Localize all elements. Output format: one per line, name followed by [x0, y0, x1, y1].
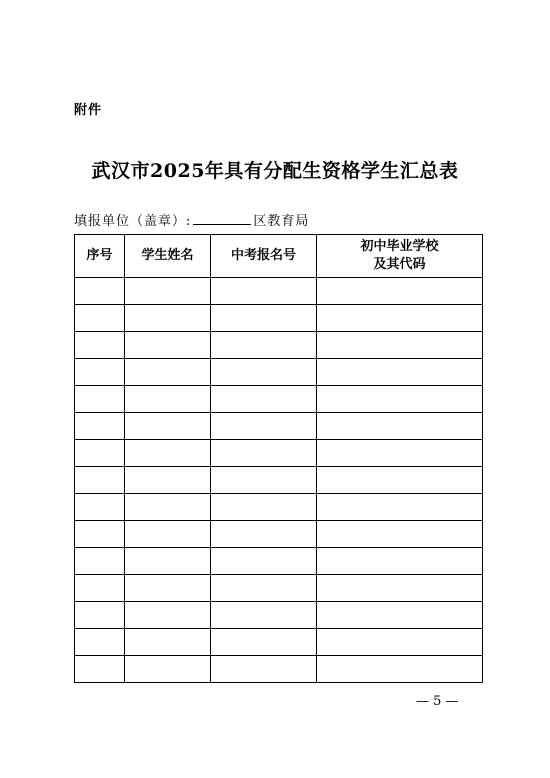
- table-row: [75, 305, 483, 332]
- table-cell[interactable]: [75, 467, 125, 494]
- table-cell[interactable]: [75, 440, 125, 467]
- table-cell[interactable]: [211, 386, 317, 413]
- table-cell[interactable]: [75, 656, 125, 683]
- table-row: [75, 359, 483, 386]
- table-body: [75, 278, 483, 683]
- table-cell[interactable]: [317, 440, 483, 467]
- table-cell[interactable]: [75, 278, 125, 305]
- table-row: [75, 413, 483, 440]
- table-cell[interactable]: [211, 602, 317, 629]
- table-cell[interactable]: [317, 602, 483, 629]
- fill-unit-blank: [193, 211, 251, 225]
- table-cell[interactable]: [125, 440, 211, 467]
- table-cell[interactable]: [75, 332, 125, 359]
- table-cell[interactable]: [211, 548, 317, 575]
- table-cell[interactable]: [211, 332, 317, 359]
- header-school-line1: 初中毕业学校: [360, 239, 439, 254]
- table-row: [75, 332, 483, 359]
- table-cell[interactable]: [125, 467, 211, 494]
- table-row: [75, 521, 483, 548]
- table-cell[interactable]: [125, 305, 211, 332]
- table-cell[interactable]: [75, 413, 125, 440]
- table-cell[interactable]: [211, 278, 317, 305]
- table-cell[interactable]: [317, 629, 483, 656]
- table-cell[interactable]: [211, 656, 317, 683]
- document-title: 武汉市2025年具有分配生资格学生汇总表: [91, 160, 459, 182]
- table-row: [75, 656, 483, 683]
- table-cell[interactable]: [125, 575, 211, 602]
- table-cell[interactable]: [75, 305, 125, 332]
- table-cell[interactable]: [75, 386, 125, 413]
- header-school-line2: 及其代码: [373, 257, 426, 272]
- summary-table: [74, 234, 483, 683]
- table-cell[interactable]: [125, 602, 211, 629]
- table-cell[interactable]: [75, 629, 125, 656]
- table-cell[interactable]: [125, 278, 211, 305]
- table-cell[interactable]: [317, 413, 483, 440]
- table-cell[interactable]: [317, 521, 483, 548]
- table-cell[interactable]: [125, 629, 211, 656]
- table-cell[interactable]: [211, 440, 317, 467]
- table-cell[interactable]: [125, 494, 211, 521]
- table-cell[interactable]: [317, 359, 483, 386]
- table-cell[interactable]: [211, 467, 317, 494]
- header-student-name: 学生姓名: [125, 235, 211, 278]
- table-cell[interactable]: [125, 548, 211, 575]
- table-cell[interactable]: [211, 575, 317, 602]
- fill-unit-suffix: 区教育局: [253, 214, 310, 229]
- table-row: [75, 494, 483, 521]
- table-row: [75, 629, 483, 656]
- attachment-label: 附件: [74, 103, 103, 118]
- table-row: [75, 278, 483, 305]
- table-cell[interactable]: [211, 494, 317, 521]
- table-cell[interactable]: [125, 359, 211, 386]
- header-school: [317, 235, 483, 278]
- fill-unit-prefix: 填报单位（盖章）:: [74, 214, 192, 229]
- table-header-row: [75, 235, 483, 278]
- table-cell[interactable]: [317, 305, 483, 332]
- table-row: [75, 602, 483, 629]
- table-row: [75, 440, 483, 467]
- table-cell[interactable]: [75, 602, 125, 629]
- table-cell[interactable]: [211, 413, 317, 440]
- table-cell[interactable]: [317, 467, 483, 494]
- table-cell[interactable]: [317, 494, 483, 521]
- table-cell[interactable]: [317, 386, 483, 413]
- table-cell[interactable]: [317, 548, 483, 575]
- table-row: [75, 575, 483, 602]
- table-cell[interactable]: [75, 548, 125, 575]
- table-cell[interactable]: [75, 521, 125, 548]
- table-cell[interactable]: [125, 521, 211, 548]
- table-cell[interactable]: [211, 629, 317, 656]
- table-cell[interactable]: [317, 575, 483, 602]
- table-cell[interactable]: [317, 656, 483, 683]
- table-cell[interactable]: [211, 521, 317, 548]
- table-cell[interactable]: [125, 656, 211, 683]
- table-cell[interactable]: [317, 278, 483, 305]
- table-cell[interactable]: [75, 494, 125, 521]
- page-number: — 5 —: [416, 694, 459, 709]
- table-cell[interactable]: [125, 332, 211, 359]
- table-cell[interactable]: [125, 386, 211, 413]
- header-exam-number: 中考报名号: [211, 235, 317, 278]
- table-cell[interactable]: [75, 359, 125, 386]
- table-cell[interactable]: [211, 305, 317, 332]
- table-row: [75, 467, 483, 494]
- table-row: [75, 548, 483, 575]
- header-serial: 序号: [75, 235, 125, 278]
- table-cell[interactable]: [125, 413, 211, 440]
- table-cell[interactable]: [211, 359, 317, 386]
- table-row: [75, 386, 483, 413]
- table-cell[interactable]: [75, 575, 125, 602]
- fill-unit-line: [74, 210, 309, 229]
- table-cell[interactable]: [317, 332, 483, 359]
